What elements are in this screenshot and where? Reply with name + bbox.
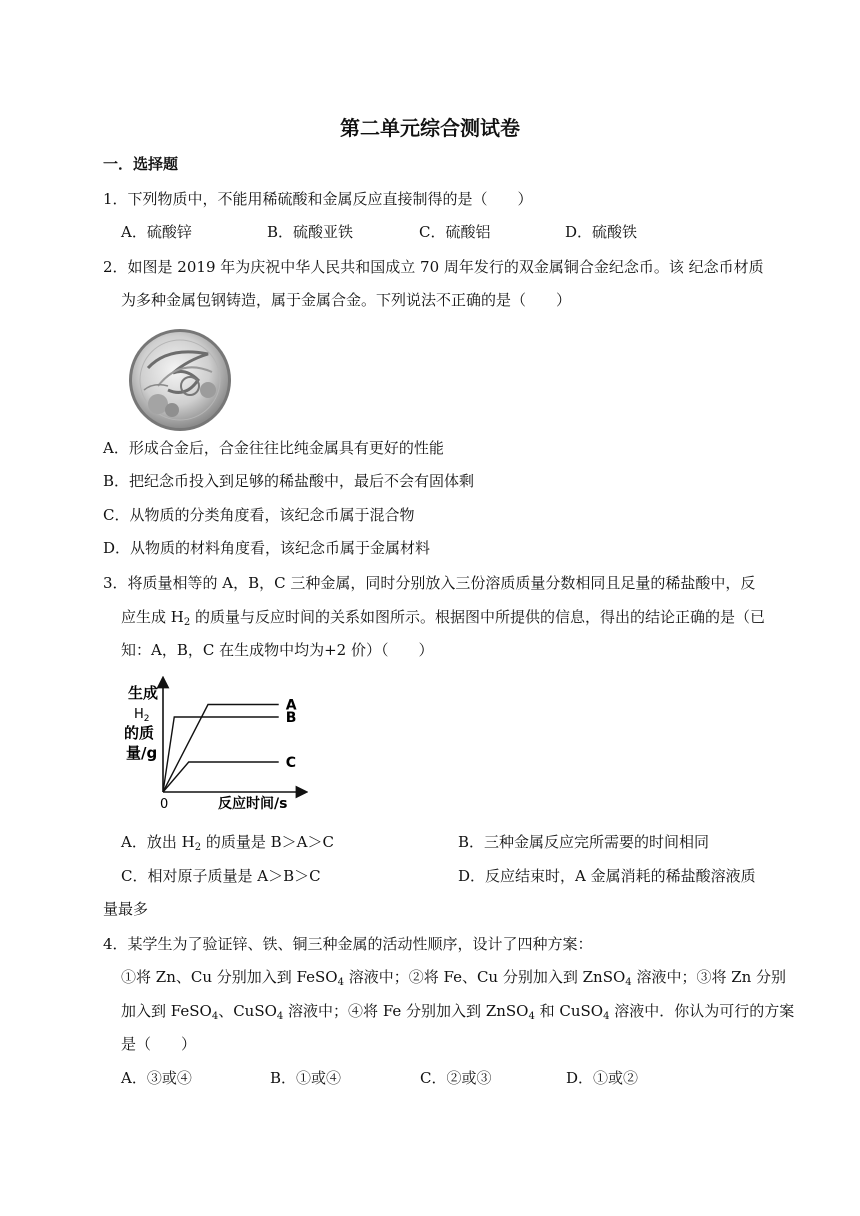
q2-stem-line1: 2．如图是 2019 年为庆祝中华人民共和国成立 70 周年发行的双金属铜合金纪念币。该 纪念币材质 bbox=[103, 258, 764, 276]
q1-option-b: B．硫酸亚铁 bbox=[267, 223, 354, 241]
q2-stem-line2: 为多种金属包钢铸造，属于金属合金。下列说法不正确的是（ ） bbox=[121, 291, 572, 309]
y-label-line3: 的质 bbox=[124, 724, 155, 742]
q1-stem: 1．下列物质中，不能用稀硫酸和金属反应直接制得的是（ ） bbox=[103, 190, 533, 208]
y-label-line2: $H_2$ bbox=[134, 707, 150, 724]
series-label-c: C bbox=[285, 755, 296, 771]
q3-stem-line1: 3．将质量相等的 A，B，C 三种金属，同时分别放入三份溶质质量分数相同且足量的稀盐酸中，反 bbox=[103, 574, 756, 592]
q4-stem-line3: 加入到 FeSO$_4$、CuSO$_4$ 溶液中；④将 Fe 分别加入到 ZnSO$_4$ 和 CuSO$_4$ 溶液中．你认为可行的方案 bbox=[121, 1002, 795, 1022]
q3-option-c: C．相对原子质量是 A＞B＞C bbox=[121, 867, 321, 885]
commemorative-coin-image bbox=[128, 328, 232, 432]
q4-option-d: D．①或② bbox=[566, 1069, 639, 1087]
y-label-line4: 量/g bbox=[126, 744, 158, 762]
q1-option-c: C．硫酸铝 bbox=[419, 223, 491, 241]
series-line-c bbox=[163, 762, 279, 792]
q4-option-b: B．①或④ bbox=[270, 1069, 342, 1087]
y-label-line1: 生成 bbox=[128, 684, 159, 702]
section-heading: 一．选择题 bbox=[103, 155, 179, 173]
q4-option-a: A．③或④ bbox=[121, 1069, 192, 1087]
q1-option-d: D．硫酸铁 bbox=[565, 223, 638, 241]
q3-option-d-line2: 量最多 bbox=[103, 900, 149, 918]
q3-option-b: B．三种金属反应完所需要的时间相同 bbox=[458, 833, 710, 851]
q3-option-d-line1: D．反应结束时，A 金属消耗的稀盐酸溶液质 bbox=[458, 867, 756, 885]
q4-option-c: C．②或③ bbox=[420, 1069, 492, 1087]
q3-option-a: A．放出 $H_2$ 的质量是 B＞A＞C bbox=[121, 833, 334, 853]
q3-stem-line2: 应生成 $H_2$ 的质量与反应时间的关系如图所示。根据图中所提供的信息，得出的结论正确的是（已 bbox=[121, 608, 766, 628]
q4-stem-line4: 是（ ） bbox=[121, 1035, 197, 1053]
q1-option-a: A．硫酸锌 bbox=[121, 223, 192, 241]
q2-option-c: C．从物质的分类角度看，该纪念币属于混合物 bbox=[103, 506, 415, 524]
q2-option-d: D．从物质的材料角度看，该纪念币属于金属材料 bbox=[103, 539, 431, 557]
x-label: 反应时间/s bbox=[218, 796, 288, 812]
h2-mass-time-chart bbox=[118, 676, 308, 814]
page-title: 第二单元综合测试卷 bbox=[340, 116, 520, 140]
series-line-b bbox=[163, 717, 279, 792]
q2-option-b: B．把纪念币投入到足够的稀盐酸中，最后不会有固体剩 bbox=[103, 472, 475, 490]
series-label-b: B bbox=[285, 710, 297, 726]
q2-option-a: A．形成合金后，合金往往比纯金属具有更好的性能 bbox=[103, 439, 444, 457]
q4-stem-line2: ①将 Zn、Cu 分别加入到 FeSO$_4$ 溶液中；②将 Fe、Cu 分别加入到 ZnSO$_4$ 溶液中；③将 Zn 分别 bbox=[121, 968, 787, 988]
q3-stem-line3: 知：A，B，C 在生成物中均为+2 价）（ ） bbox=[121, 641, 434, 659]
q4-stem-line1: 4．某学生为了验证锌、铁、铜三种金属的活动性顺序，设计了四种方案： bbox=[103, 935, 593, 953]
series-label-a: A bbox=[285, 697, 297, 714]
origin-label: 0 bbox=[160, 797, 169, 812]
